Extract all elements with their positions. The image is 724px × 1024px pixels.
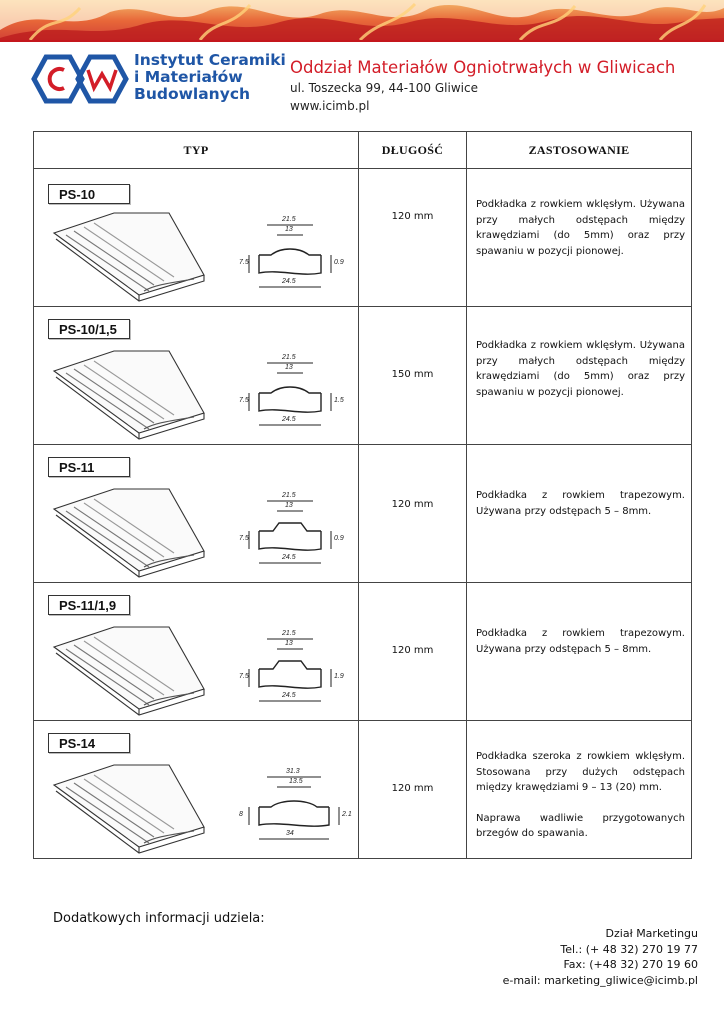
dimension-bottom: 24.5	[282, 416, 296, 423]
dimension-height: 7.5	[239, 397, 249, 404]
type-cell	[34, 445, 359, 583]
length-value: 120 mm	[391, 499, 434, 510]
department-title: Oddział Materiałów Ogniotrwałych w Gliwicach	[290, 58, 676, 77]
flame-illustration-icon	[0, 0, 724, 42]
table-header-row	[34, 132, 692, 169]
usage-cell	[467, 445, 692, 583]
profile-drawing	[44, 195, 344, 305]
institute-name-line-3: Budowlanych	[134, 85, 251, 103]
usage-text: Podkładka z rowkiem trapezowym. Używana przy odstępach 5 – 8mm.	[476, 628, 685, 655]
profile-drawing	[44, 747, 344, 857]
dimension-bottom: 34	[286, 830, 294, 837]
usage-text: Podkładka z rowkiem wklęsłym. Używana przy małych odstępach między krawędziami (do 5mm) oraz przy spawaniu w pozycji pionowej.	[476, 340, 685, 398]
dimension-bottom: 24.5	[282, 692, 296, 699]
footer-contact	[503, 926, 698, 988]
flame-banner	[0, 0, 724, 42]
dimension-thickness: 0.9	[334, 535, 344, 542]
institute-name-line-2: i Materiałów	[134, 68, 243, 86]
usage-cell	[467, 169, 692, 307]
type-cell	[34, 583, 359, 721]
dimension-inner: 13	[285, 502, 293, 509]
table-row	[34, 583, 692, 721]
header-type: TYP	[34, 132, 359, 169]
footer-email[interactable]: e-mail: marketing_gliwice@icimb.pl	[502, 973, 698, 987]
table-row	[34, 445, 692, 583]
type-label: PS-14	[48, 733, 130, 753]
dimension-outer: 21.5	[282, 354, 296, 361]
type-label: PS-11	[48, 457, 130, 477]
footer-department: Dział Marketingu	[605, 927, 698, 940]
length-cell	[359, 721, 467, 859]
type-label: PS-10	[48, 184, 130, 204]
department-block	[290, 57, 675, 115]
length-value: 150 mm	[391, 369, 434, 380]
dimension-bottom: 24.5	[282, 554, 296, 561]
usage-cell	[467, 721, 692, 859]
dimension-height: 8	[239, 811, 243, 818]
usage-text: Naprawa wadliwie przygotowanych brzegów do spawania.	[476, 812, 685, 839]
dimension-thickness: 1.9	[334, 673, 344, 680]
dimension-outer: 21.5	[282, 492, 296, 499]
dimension-bottom: 24.5	[282, 278, 296, 285]
dimension-thickness: 0.9	[334, 259, 344, 266]
dimension-outer: 21.5	[282, 216, 296, 223]
product-table	[33, 131, 692, 859]
length-value: 120 mm	[391, 783, 434, 794]
dimension-inner: 13.5	[289, 778, 303, 785]
type-cell	[34, 169, 359, 307]
usage-cell	[467, 583, 692, 721]
icimb-logo-icon	[30, 52, 130, 106]
table-row	[34, 721, 692, 859]
length-value: 120 mm	[391, 645, 434, 656]
usage-text: Podkładka z rowkiem wklęsłym. Używana przy małych odstępach między krawędziami (do 5mm) oraz przy spawaniu w pozycji pionowej.	[476, 199, 685, 257]
table-row	[34, 169, 692, 307]
profile-drawing	[44, 471, 344, 581]
type-label: PS-10/1,5	[48, 319, 130, 339]
institute-name	[134, 52, 286, 103]
footer-fax: Fax: (+48 32) 270 19 60	[563, 958, 698, 971]
header-usage: ZASTOSOWANIE	[467, 132, 692, 169]
length-value: 120 mm	[391, 211, 434, 222]
profile-drawing	[44, 609, 344, 719]
footer-phone: Tel.: (+ 48 32) 270 19 77	[560, 942, 698, 956]
footer-contact-intro: Dodatkowych informacji udziela:	[53, 911, 265, 926]
type-label: PS-11/1,9	[48, 595, 130, 615]
institute-name-line-1: Instytut Ceramiki	[134, 51, 286, 69]
length-cell	[359, 307, 467, 445]
usage-text: Podkładka szeroka z rowkiem wklęsłym. Stosowana przy dużych odstępach między krawędziami 9 – 13 (20) mm.	[476, 751, 685, 793]
department-address: ul. Toszecka 99, 44-100 Gliwice	[290, 81, 478, 95]
type-cell	[34, 307, 359, 445]
usage-text: Podkładka z rowkiem trapezowym. Używana przy odstępach 5 – 8mm.	[476, 490, 685, 517]
dimension-height: 7.5	[239, 535, 249, 542]
dimension-outer: 31.3	[286, 768, 300, 775]
length-cell	[359, 169, 467, 307]
dimension-inner: 13	[285, 364, 293, 371]
dimension-height: 7.5	[239, 259, 249, 266]
dimension-inner: 13	[285, 226, 293, 233]
dimension-outer: 21.5	[282, 630, 296, 637]
length-cell	[359, 583, 467, 721]
header-length: DŁUGOŚĆ	[359, 132, 467, 169]
dimension-inner: 13	[285, 640, 293, 647]
usage-cell	[467, 307, 692, 445]
type-cell	[34, 721, 359, 859]
length-cell	[359, 445, 467, 583]
dimension-thickness: 2.1	[342, 811, 352, 818]
dimension-thickness: 1.5	[334, 397, 344, 404]
dimension-height: 7.5	[239, 673, 249, 680]
profile-drawing	[44, 333, 344, 443]
institute-logo	[30, 52, 130, 106]
table-row	[34, 307, 692, 445]
website-link[interactable]: www.icimb.pl	[290, 99, 370, 113]
